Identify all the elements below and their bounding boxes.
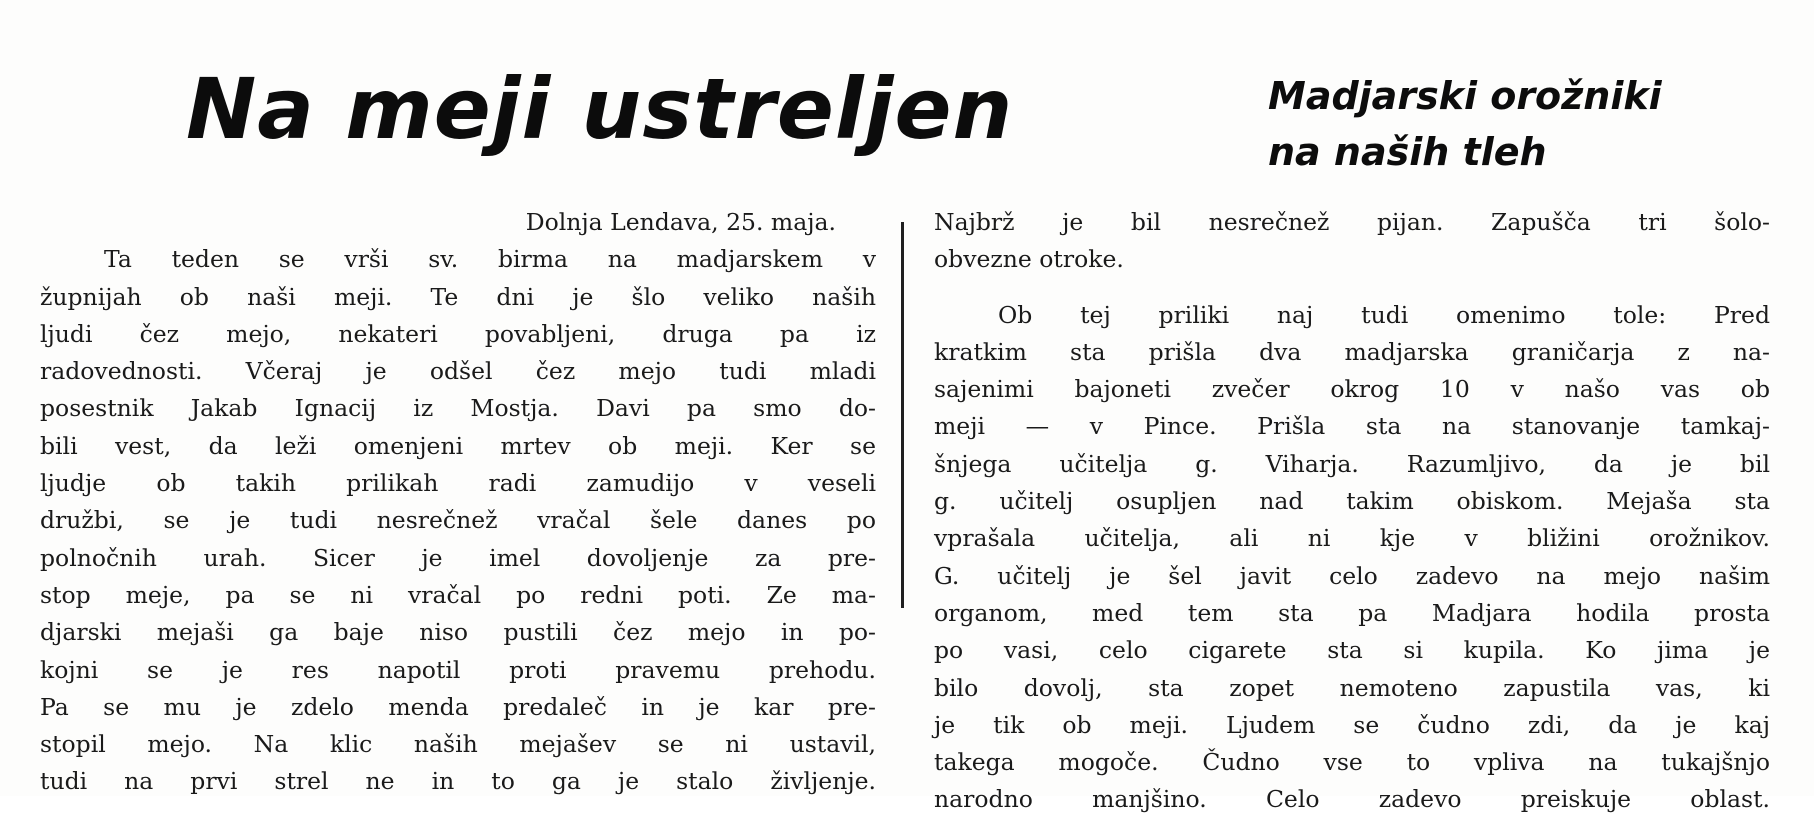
left-line: djarski mejaši ga baje niso pustili čez mejo in po- [40, 618, 876, 647]
paragraph-gap [934, 279, 1770, 297]
subheadline [1268, 68, 1662, 180]
right-line: vprašala učitelja, ali ni kje v bližini orožnikov. [934, 524, 1770, 553]
left-line: ljudje ob takih prilikah radi zamudijo v veseli [40, 469, 876, 498]
headline: Na meji ustreljen [186, 60, 1014, 158]
dateline: Dolnja Lendava, 25. maja. [525, 208, 836, 236]
left-line: župnijah ob naši meji. Te dni je šlo veliko naših [40, 282, 876, 311]
right-line: Najbrž je bil nesrečnež pijan. Zapušča tri šolo- [934, 208, 1770, 236]
left-line: stopil mejo. Na klic naših mejašev se ni ustavil, [40, 730, 876, 759]
right-line: sajenimi bajoneti zvečer okrog 10 v našo vas ob [934, 375, 1770, 404]
column-divider [901, 222, 904, 608]
right-line: meji — v Pince. Prišla sta na stanovanje tamkaj- [934, 412, 1770, 441]
right-column [934, 204, 1770, 819]
right-line: obvezne otroke. [934, 245, 1124, 274]
subheadline-line-1: Madjarski orožniki [1268, 74, 1662, 118]
right-line: G. učitelj je šel javit celo zadevo na mejo našim [934, 561, 1770, 590]
left-line: radovednosti. Včeraj je odšel čez mejo tudi mladi [40, 357, 876, 386]
left-line: Pa se mu je zdelo menda predaleč in je kar pre- [40, 692, 876, 721]
left-column [40, 204, 876, 801]
left-line: Ta teden se vrši sv. birma na madjarskem v [104, 245, 876, 274]
right-line: Ob tej priliki naj tudi omenimo tole: Pred [998, 300, 1770, 329]
left-line: kojni se je res napotil proti pravemu prehodu. [40, 655, 876, 684]
left-line: družbi, se je tudi nesrečnež vračal šele danes po [40, 506, 876, 535]
right-line: g. učitelj osupljen nad takim obiskom. Mejaša sta [934, 487, 1770, 516]
right-line: organom, med tem sta pa Madjara hodila prosta [934, 598, 1770, 627]
right-line: narodno manjšino. Celo zadevo preiskuje oblast. [934, 785, 1770, 814]
subheadline-line-2: na naših tleh [1268, 130, 1547, 174]
right-line: je tik ob meji. Ljudem se čudno zdi, da je kaj [934, 710, 1770, 739]
left-line: posestnik Jakab Ignacij iz Mostja. Davi pa smo do- [40, 394, 876, 423]
right-line: šnjega učitelja g. Viharja. Razumljivo, da je bil [934, 449, 1770, 478]
right-line: po vasi, celo cigarete sta si kupila. Ko jima je [934, 636, 1770, 665]
right-line: kratkim sta prišla dva madjarska graničarja z na- [934, 337, 1770, 366]
left-line: tudi na prvi strel ne in to ga je stalo življenje. [40, 767, 876, 796]
left-line: ljudi čez mejo, nekateri povabljeni, druga pa iz [40, 319, 876, 348]
left-line: bili vest, da leži omenjeni mrtev ob meji. Ker se [40, 431, 876, 460]
right-line: bilo dovolj, sta zopet nemoteno zapustila vas, ki [934, 673, 1770, 702]
right-line: takega mogoče. Čudno vse to vpliva na tukajšnjo [934, 748, 1770, 777]
left-line: polnočnih urah. Sicer je imel dovoljenje za pre- [40, 543, 876, 572]
left-line: stop meje, pa se ni vračal po redni poti. Ze ma- [40, 580, 876, 609]
